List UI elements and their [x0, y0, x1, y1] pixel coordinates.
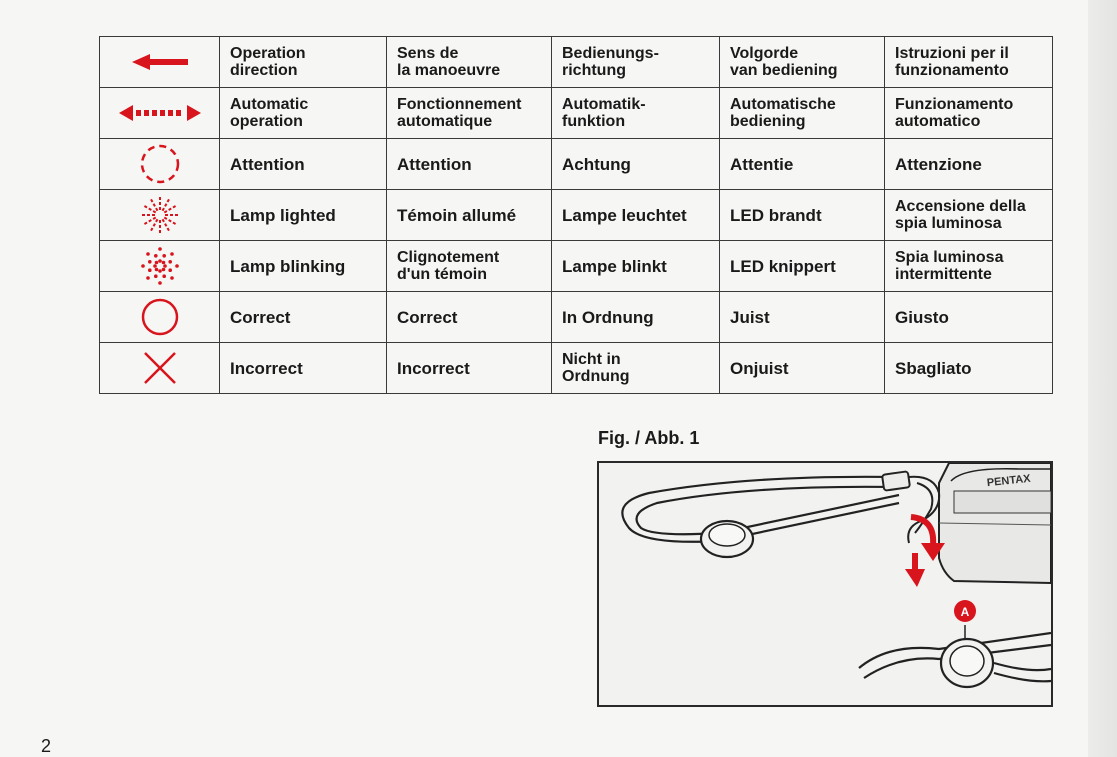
- legend-cell: Giusto: [885, 292, 1053, 343]
- legend-cell: Témoin allumé: [387, 190, 552, 241]
- strap-illustration: [599, 463, 1051, 705]
- legend-cell: Bedienungs- richtung: [552, 37, 720, 88]
- legend-cell: Operation direction: [220, 37, 387, 88]
- legend-cell: Onjuist: [720, 343, 885, 394]
- legend-cell: Sens de la manoeuvre: [387, 37, 552, 88]
- legend-cell: Sbagliato: [885, 343, 1053, 394]
- legend-cell: Funzionamento automatico: [885, 88, 1053, 139]
- legend-row: [100, 88, 1053, 139]
- symbol-legend-table: [99, 36, 1053, 394]
- camera-brand-label: PENTAX: [986, 472, 1032, 490]
- legend-cell: Attentie: [720, 139, 885, 190]
- legend-row: [100, 343, 1053, 394]
- legend-cell: LED brandt: [720, 190, 885, 241]
- legend-cell: Clignotement d'un témoin: [387, 241, 552, 292]
- callout-label: A: [960, 605, 970, 619]
- page-edge: [1088, 0, 1117, 757]
- dashed-circle-icon: [100, 139, 220, 190]
- figure-caption: Fig. / Abb. 1: [598, 428, 700, 448]
- strap-figure: [597, 461, 1053, 707]
- circle-correct-icon: [100, 292, 220, 343]
- legend-cell: Juist: [720, 292, 885, 343]
- legend-cell: Accensione della spia luminosa: [885, 190, 1053, 241]
- legend-cell: Lamp lighted: [220, 190, 387, 241]
- legend-row: [100, 190, 1053, 241]
- legend-cell: Attention: [387, 139, 552, 190]
- legend-cell: Istruzioni per il funzionamento: [885, 37, 1053, 88]
- legend-cell: Automatische bediening: [720, 88, 885, 139]
- legend-row: [100, 139, 1053, 190]
- legend-row: [100, 241, 1053, 292]
- lamp-lighted-icon: [100, 190, 220, 241]
- legend-row: [100, 292, 1053, 343]
- legend-cell: Attention: [220, 139, 387, 190]
- legend-cell: Incorrect: [387, 343, 552, 394]
- legend-cell: Nicht in Ordnung: [552, 343, 720, 394]
- legend-row: [100, 37, 1053, 88]
- arrow-left-icon: [100, 37, 220, 88]
- legend-cell: Achtung: [552, 139, 720, 190]
- legend-cell: Spia luminosa intermittente: [885, 241, 1053, 292]
- legend-cell: Attenzione: [885, 139, 1053, 190]
- legend-cell: Automatic operation: [220, 88, 387, 139]
- lamp-blinking-icon: [100, 241, 220, 292]
- cross-incorrect-icon: [100, 343, 220, 394]
- double-arrow-dashed-icon: [100, 88, 220, 139]
- legend-cell: Lampe blinkt: [552, 241, 720, 292]
- legend-cell: LED knippert: [720, 241, 885, 292]
- legend-cell: Lampe leuchtet: [552, 190, 720, 241]
- legend-cell: Automatik- funktion: [552, 88, 720, 139]
- legend-cell: In Ordnung: [552, 292, 720, 343]
- legend-cell: Lamp blinking: [220, 241, 387, 292]
- legend-cell: Incorrect: [220, 343, 387, 394]
- legend-cell: Correct: [220, 292, 387, 343]
- legend-cell: Fonctionnement automatique: [387, 88, 552, 139]
- legend-cell: Correct: [387, 292, 552, 343]
- page-number: 2: [41, 736, 52, 756]
- legend-cell: Volgorde van bediening: [720, 37, 885, 88]
